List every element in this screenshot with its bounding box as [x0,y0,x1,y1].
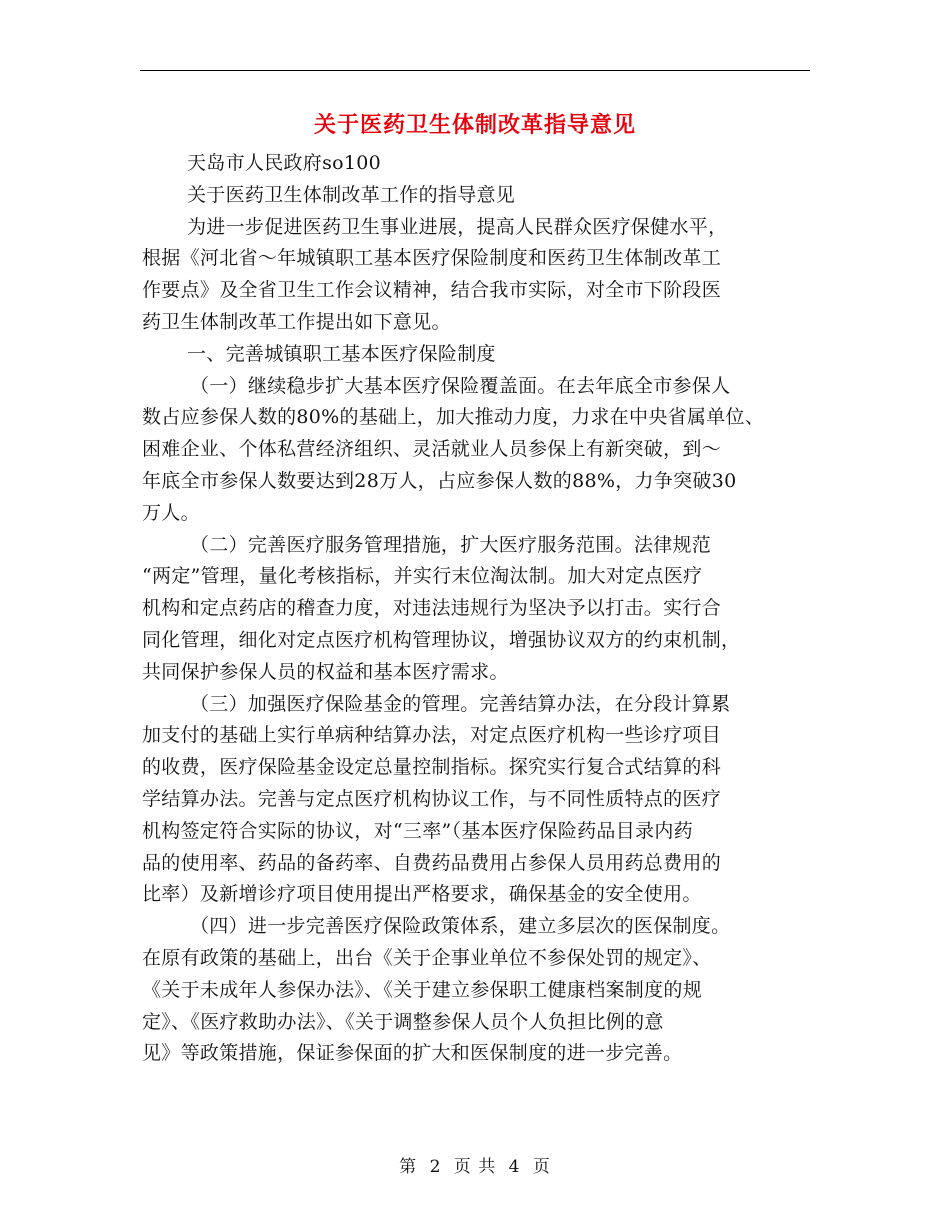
paragraph-line: 根据《河北省～年城镇职工基本医疗保险制度和医药卫生体制改革工 [142,247,722,270]
paragraph-line: 同化管理，细化对定点医疗机构管理协议，增强协议双方的约束机制， [142,628,741,651]
paragraph-line: 机构和定点药店的稽查力度，对违法违规行为坚决予以打击。实行合 [142,597,722,620]
total-page-count: 4 [508,1157,521,1177]
paragraph-line: 万人。 [142,501,200,524]
paragraph-line: （四）进一步完善医疗保险政策体系，建立多层次的医保制度。 [190,915,731,938]
paragraph-line: 困难企业、个体私营经济组织、灵活就业人员参保上有新突破，到～ [142,438,722,461]
paragraph-line: 的收费，医疗保险基金设定总量控制指标。探究实行复合式结算的科 [142,756,722,779]
paragraph-line: （一）继续稳步扩大基本医疗保险覆盖面。在去年底全市参保人 [190,374,731,397]
paragraph-line: 药卫生体制改革工作提出如下意见。 [142,310,451,333]
paragraph-line: 数占应参保人数的80%的基础上，加大推动力度，力求在中央省属单位、 [142,406,765,429]
document-title: 关于医药卫生体制改革指导意见 [313,112,636,138]
paragraph-line: 定》、《医疗救助办法》、《关于调整参保人员个人负担比例的意 [142,1010,664,1033]
paragraph-line: 品的使用率、药品的备药率、自费药品费用占参保人员用药总费用的 [142,851,722,874]
footer-prefix: 第 [399,1157,418,1177]
footer-middle: 页 共 [453,1157,497,1177]
paragraph-line: 年底全市参保人数要达到28万人，占应参保人数的88%，力争突破30 [142,469,737,492]
paragraph-line: 共同保护参保人员的权益和基本医疗需求。 [142,660,509,683]
header-rule [140,70,810,71]
issuer-line: 天岛市人民政府so100 [187,152,382,174]
paragraph-line: 为进一步促进医药卫生事业进展，提高人民群众医疗保健水平， [187,215,728,238]
paragraph-line: 在原有政策的基础上，出台《关于企事业单位不参保处罚的规定》、 [142,946,712,969]
paragraph-line: “两定”管理，量化考核指标，并实行末位淘汰制。加大对定点医疗 [142,565,703,588]
paragraph-line: 学结算办法。完善与定点医疗机构协议工作，与不同性质特点的医疗 [142,787,722,810]
paragraph-line: （三）加强医疗保险基金的管理。完善结算办法，在分段计算累 [190,692,731,715]
paragraph-line: 作要点》及全省卫生工作会议精神，结合我市实际，对全市下阶段医 [142,279,722,302]
current-page-number: 2 [429,1157,442,1177]
paragraph-line: 机构签定符合实际的协议，对“三率”（基本医疗保险药品目录内药 [142,819,693,842]
document-body [142,148,808,1070]
footer-suffix: 页 [532,1157,551,1177]
page-footer [0,1152,950,1177]
paragraph-line: 加支付的基础上实行单病种结算办法，对定点医疗机构一些诊疗项目 [142,724,722,747]
subtitle-line: 关于医药卫生体制改革工作的指导意见 [187,183,516,206]
section-heading: 一、完善城镇职工基本医疗保险制度 [187,342,496,365]
paragraph-line: 见》等政策措施，保证参保面的扩大和医保制度的进一步完善。 [142,1042,683,1065]
paragraph-line: 《关于未成年人参保办法》、《关于建立参保职工健康档案制度的规 [142,978,703,1001]
paragraph-line: （二）完善医疗服务管理措施，扩大医疗服务范围。法律规范 [190,533,712,556]
paragraph-line: 比率）及新增诊疗项目使用提出严格要求，确保基金的安全使用。 [142,883,702,906]
